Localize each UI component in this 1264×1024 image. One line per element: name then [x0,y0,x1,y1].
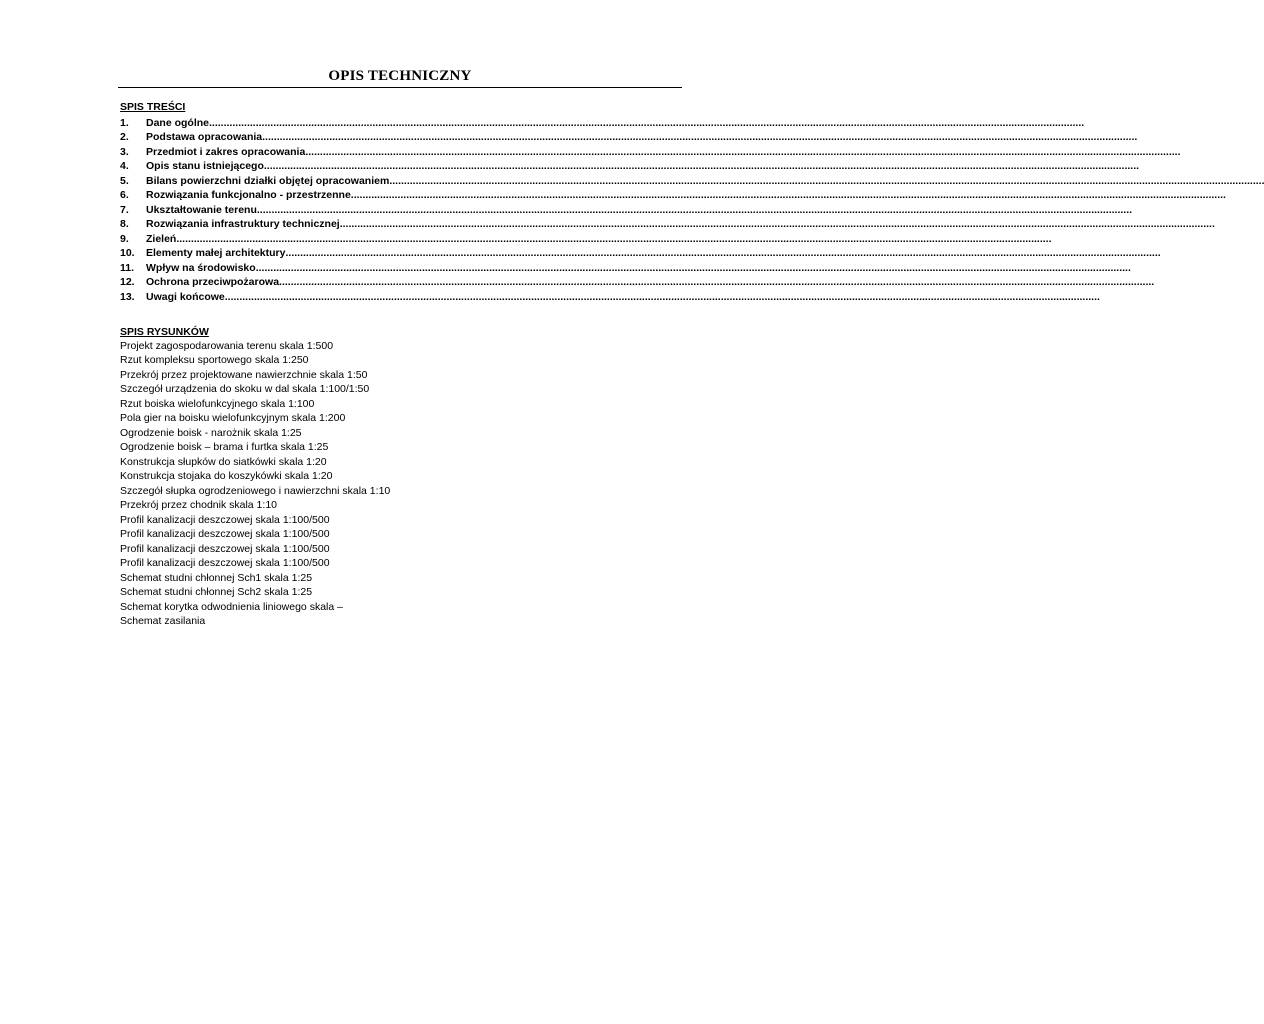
toc-item-title: Podstawa opracowania [146,131,263,143]
table-of-contents [120,116,1264,305]
toc-dot-leader: ............................................................................................................................................................................................................................................................................................................ [255,261,1131,274]
toc-item-title: Przedmiot i zakres opracowania [146,145,306,158]
figure-list-item: Szczegół słupka ogrodzeniowego i nawierzchni skala 1:10 [120,484,391,497]
toc-item-number: 3. [120,145,129,158]
toc-item [120,116,1085,131]
toc-dot-leader: ............................................................................................................................................................................................................................................................................................................ [279,276,1155,288]
toc-dot-leader: ............................................................................................................................................................................................................................................................................................................ [339,218,1215,230]
toc-item-title: Rozwiązania funkcjonalno - przestrzenne [146,189,351,201]
title-underline-divider [118,87,682,88]
toc-item-title: Ochrona przeciwpożarowa [146,276,280,288]
toc-item-title: Bilans powierzchni działki objętej opracowaniem [146,174,390,187]
toc-item [120,159,1140,174]
toc-item-number: 2. [120,131,129,143]
toc-item-title: Rozwiązania infrastruktury technicznej [146,218,340,230]
toc-item [120,145,1181,160]
toc-item-number: 13. [120,290,135,303]
figure-list-item: Rzut boiska wielofunkcyjnego skala 1:100 [120,397,315,410]
figure-list-item: Szczegół urządzenia do skoku w dal skala 1:100/1:50 [120,383,370,395]
figures-list [120,339,680,629]
figure-list-item: Profil kanalizacji deszczowej skala 1:100/500 [120,513,330,526]
toc-dot-leader: ............................................................................................................................................................................................................................................................................................................ [209,116,1085,129]
figure-list-item: Konstrukcja stojaka do koszykówki skala 1:20 [120,470,333,482]
toc-dot-leader: ............................................................................................................................................................................................................................................................................................................ [263,160,1140,172]
toc-item [120,246,1161,261]
toc-item [120,188,1226,203]
toc-item-title: Dane ogólne [146,116,210,129]
figure-list-item: Projekt zagospodarowania terenu skala 1:500 [120,339,334,352]
toc-item-number: 4. [120,160,129,172]
toc-item [120,232,1052,247]
toc-dot-leader: ............................................................................................................................................................................................................................................................................................................ [350,189,1226,201]
figure-list-item: Schemat studni chłonnej Sch1 skala 1:25 [120,571,313,584]
toc-item [120,174,1264,189]
toc-item [120,290,1100,305]
toc-dot-leader: ............................................................................................................................................................................................................................................................................................................ [389,174,1264,187]
document-title: OPIS TECHNICZNY [328,68,472,84]
toc-dot-leader: ............................................................................................................................................................................................................................................................................................................ [256,203,1133,216]
toc-item [120,217,1215,232]
toc-item-title: Ukształtowanie terenu [146,203,257,216]
figure-list-item: Pola gier na boisku wielofunkcyjnym skala 1:200 [120,412,346,424]
toc-item-title: Uwagi końcowe [146,290,225,303]
toc-item-number: 5. [120,174,129,187]
toc-dot-leader: ............................................................................................................................................................................................................................................................................................................ [224,290,1100,303]
figure-list-item: Przekrój przez projektowane nawierzchnie skala 1:50 [120,368,368,381]
figure-list-item: Profil kanalizacji deszczowej skala 1:100/500 [120,528,330,540]
figure-list-item: Schemat korytka odwodnienia liniowego skala – [120,600,343,613]
toc-item [120,261,1131,276]
toc-dot-leader: ............................................................................................................................................................................................................................................................................................................ [305,145,1181,158]
toc-item-title: Zieleń [146,232,177,245]
figure-list-item: Przekrój przez chodnik skala 1:10 [120,499,277,511]
figure-list-item: Rzut kompleksu sportowego skala 1:250 [120,354,309,366]
figure-list-item: Profil kanalizacji deszczowej skala 1:100/500 [120,557,330,569]
toc-item-title: Opis stanu istniejącego [146,160,264,172]
figure-list-item: Ogrodzenie boisk – brama i furtka skala 1:25 [120,441,329,453]
toc-item-number: 7. [120,203,129,216]
toc-dot-leader: ............................................................................................................................................................................................................................................................................................................ [285,247,1161,259]
toc-heading: SPIS TREŚCI [120,101,186,113]
toc-item-number: 12. [120,276,135,288]
toc-item-number: 10. [120,247,135,259]
toc-item-number: 9. [120,232,129,245]
toc-item-title: Wpływ na środowisko [146,261,256,274]
toc-item-number: 11. [120,261,135,274]
figure-list-item: Schemat zasilania [120,615,206,627]
toc-dot-leader: ............................................................................................................................................................................................................................................................................................................ [262,131,1138,143]
figure-list-item: Konstrukcja słupków do siatkówki skala 1:20 [120,455,327,468]
toc-item-number: 6. [120,189,129,201]
figure-list-item: Profil kanalizacji deszczowej skala 1:100/500 [120,542,330,555]
toc-item-number: 1. [120,116,129,129]
toc-item-title: Elementy małej architektury [146,247,286,259]
figure-list-item: Schemat studni chłonnej Sch2 skala 1:25 [120,586,313,598]
toc-dot-leader: ............................................................................................................................................................................................................................................................................................................ [176,232,1052,245]
toc-item [120,130,1138,145]
figure-list-item: Ogrodzenie boisk - narożnik skala 1:25 [120,426,302,439]
toc-item [120,203,1133,218]
toc-item-number: 8. [120,218,129,230]
toc-item [120,275,1155,290]
figures-heading: SPIS RYSUNKÓW [120,326,209,338]
